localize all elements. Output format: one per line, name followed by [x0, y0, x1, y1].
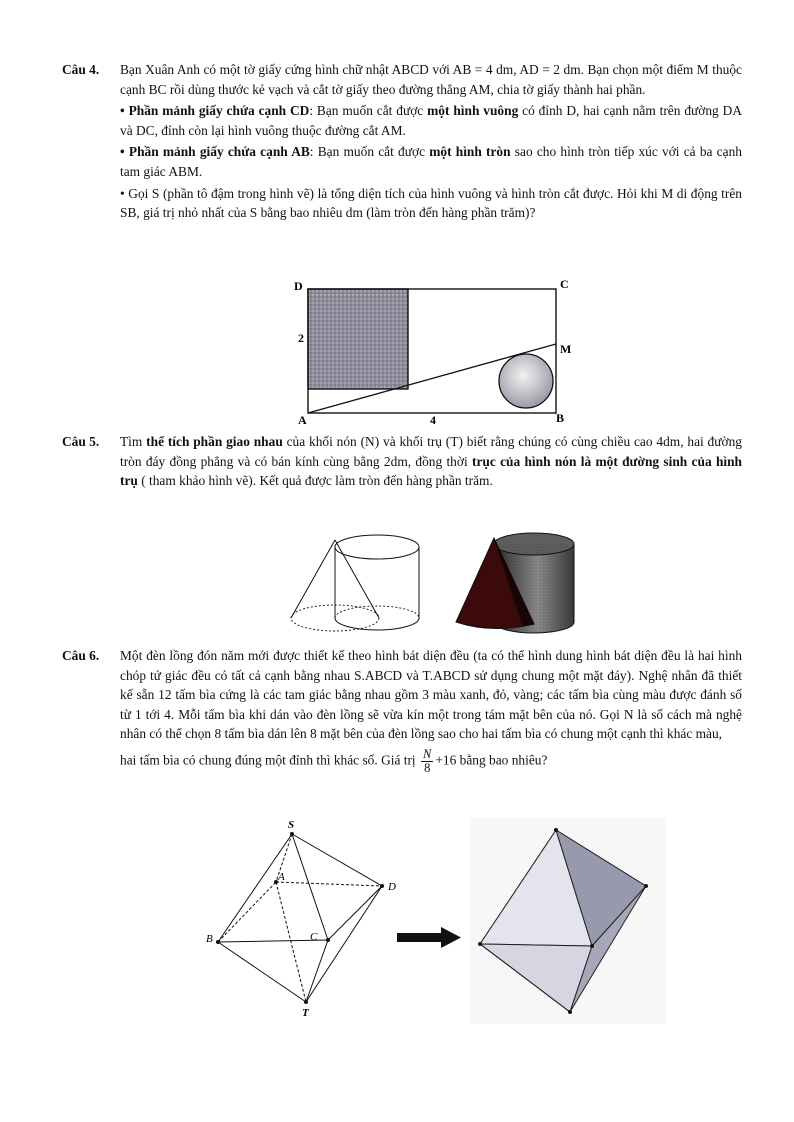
question-4-figure	[288, 278, 578, 424]
question-6-text: Một đèn lồng đón năm mới được thiết kế theo hình bát diện đều (ta có thể hình dung hình bát diện đều là hai hình chóp tứ giác đều có tất cả cạnh bằng nhau S.ABCD và T.ABCD sử dụng chung một mặt đáy). Nghệ nhân đã thiết kế sẵn 12 tấm bìa cứng là các tam giác bằng nhau gồm 3 màu xanh, đỏ, vàng; các tấm bìa cùng màu được đánh số từ 1 tới 4. Mỗi tấm bìa khi dán vào đèn lồng sẽ vừa kín một trong tám mặt bên của nó. Gọi N là số cách mà nghệ nhân có thể chọn 8 tấm bìa dán lên 8 mặt bên của đèn lồng sao cho hai tấm bìa có chung một cạnh thì khác màu,	[120, 648, 742, 742]
label-d: D	[294, 279, 303, 293]
label-side-ab: 4	[430, 413, 436, 424]
question-5-figure-shaded	[452, 522, 582, 640]
question-4	[62, 60, 742, 223]
question-6	[62, 646, 742, 775]
question-6-figure-wireframe	[200, 814, 400, 1024]
question-4-bullet-square: • Phần mảnh giấy chứa cạnh CD: Bạn muốn cắt được một hình vuông có đỉnh D, hai cạnh nằm trên đường DA và DC, đỉnh còn lại hình vuông thuộc đường cắt AM.	[120, 103, 742, 138]
label-s: S	[288, 819, 295, 831]
label-d: D	[388, 881, 396, 893]
label-a: A	[298, 413, 307, 424]
label-c: C	[560, 278, 569, 291]
label-side-ad: 2	[298, 331, 304, 345]
label-m: M	[560, 342, 572, 356]
question-6-figure-shaded	[470, 818, 666, 1024]
question-5-text: Tìm thể tích phần giao nhau của khối nón (N) và khối trụ (T) biết rằng chúng có cùng chiều cao 4dm, hai đường tròn đáy đồng phẳng và có bán kính cùng bằng 2dm, đồng thời trục của hình nón là một đường sinh của hình trụ ( tham khảo hình vẽ). Kết quả được làm tròn đến hàng phần trăm.	[120, 434, 743, 489]
label-b: B	[206, 933, 213, 945]
question-6-label: Câu 6.	[62, 648, 100, 663]
label-c: C	[310, 931, 318, 943]
filled-square	[308, 289, 408, 389]
question-4-bullet-circle: • Phần mảnh giấy chứa cạnh AB: Bạn muốn cắt được một hình tròn sao cho hình tròn tiếp xúc với cả ba cạnh tam giác ABM.	[120, 144, 742, 179]
question-5	[62, 432, 742, 491]
question-4-intro: Bạn Xuân Anh có một tờ giấy cứng hình chữ nhật ABCD với AB = 4 dm, AD = 2 dm. Bạn chọn một điểm M thuộc cạnh BC rồi dùng thước kẻ vạch và cắt tờ giấy theo đường thẳng AM, chia tờ giấy thành hai phần.	[120, 62, 742, 97]
question-5-label: Câu 5.	[62, 434, 100, 449]
question-5-figure-wireframe	[282, 522, 442, 640]
label-a: A	[278, 871, 285, 883]
label-b: B	[556, 411, 565, 424]
question-6-value: hai tấm bìa có chung đúng một đỉnh thì khác số. Giá trị $\frac{N}{8}$ +16 bằng bao nhiêu?	[120, 746, 548, 775]
inscribed-circle	[499, 354, 553, 408]
question-4-bullet-area: • Gọi S (phần tô đậm trong hình vẽ) là tổng diện tích của hình vuông và hình tròn cắt được. Hỏi khi M di động trên SB, giá trị nhỏ nhất của S bằng bao nhiêu dm (làm tròn đến hàng phần trăm)?	[120, 185, 742, 221]
fraction-n-over-8: $\frac{N}{8}$	[423, 746, 432, 775]
label-t: T	[302, 1007, 309, 1019]
question-4-label: Câu 4.	[62, 62, 100, 77]
arrow-icon	[397, 925, 463, 949]
